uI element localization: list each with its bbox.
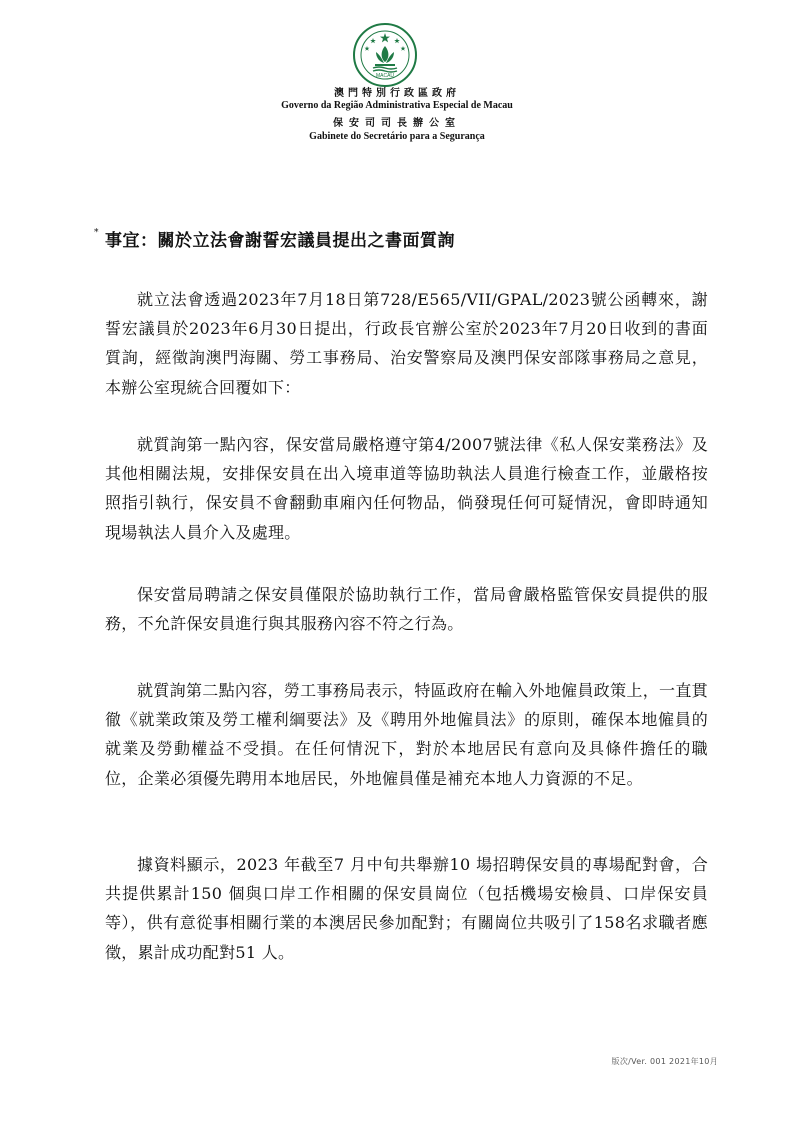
body-paragraph-2: 就質詢第一點內容，保安當局嚴格遵守第4/2007號法律《私人保安業務法》及其他相關法規，安排保安員在出入境車道等協助執法人員進行檢查工作，並嚴格按照指引執行，保安員不會翻動車廂內任何物品，倘發現任何可疑情況，會即時通知現場執法人員介入及處理。	[105, 435, 708, 542]
version-footer: 版次/Ver. 001 2021年10月	[611, 1057, 718, 1066]
office-name-chinese: 保安司司長辦公室	[333, 118, 461, 129]
government-name-portuguese: Governo da Região Administrativa Especial de Macau	[281, 100, 513, 111]
macau-emblem-icon	[352, 22, 418, 88]
government-name-chinese: 澳門特別行政區政府	[334, 88, 460, 99]
subject-marker: *	[94, 228, 99, 238]
subject-text: 事宜：關於立法會謝誓宏議員提出之書面質詢	[105, 231, 455, 251]
body-paragraph-4: 就質詢第二點內容，勞工事務局表示，特區政府在輸入外地僱員政策上，一直貫徹《就業政策及勞工權利綱要法》及《聘用外地僱員法》的原則，確保本地僱員的就業及勞動權益不受損。在任何情況下，對於本地居民有意向及具條件擔任的職位，企業必須優先聘用本地居民，外地僱員僅是補充本地人力資源的不足。	[105, 681, 708, 788]
subject-line	[94, 226, 455, 251]
body-paragraph-1: 就立法會透過2023年7月18日第728/E565/VII/GPAL/2023號公函轉來，謝誓宏議員於2023年6月30日提出，行政長官辦公室於2023年7月20日收到的書面質詢，經徵詢澳門海關、勞工事務局、治安警察局及澳門保安部隊事務局之意見，本辦公室現統合回覆如下：	[105, 290, 708, 397]
body-paragraph-5: 據資料顯示，2023 年截至7 月中旬共舉辦10 場招聘保安員的專場配對會，合共提供累計150 個與口岸工作相關的保安員崗位（包括機場安檢員、口岸保安員等），供有意從事相關行業的本澳居民參加配對；有關崗位共吸引了158名求職者應徵，累計成功配對51 人。	[105, 855, 708, 962]
emblem-caption: MACAU	[375, 73, 395, 79]
office-name-portuguese: Gabinete do Secretário para a Segurança	[309, 131, 485, 142]
body-paragraph-3: 保安當局聘請之保安員僅限於協助執行工作，當局會嚴格監管保安員提供的服務，不允許保安員進行與其服務內容不符之行為。	[105, 585, 708, 634]
